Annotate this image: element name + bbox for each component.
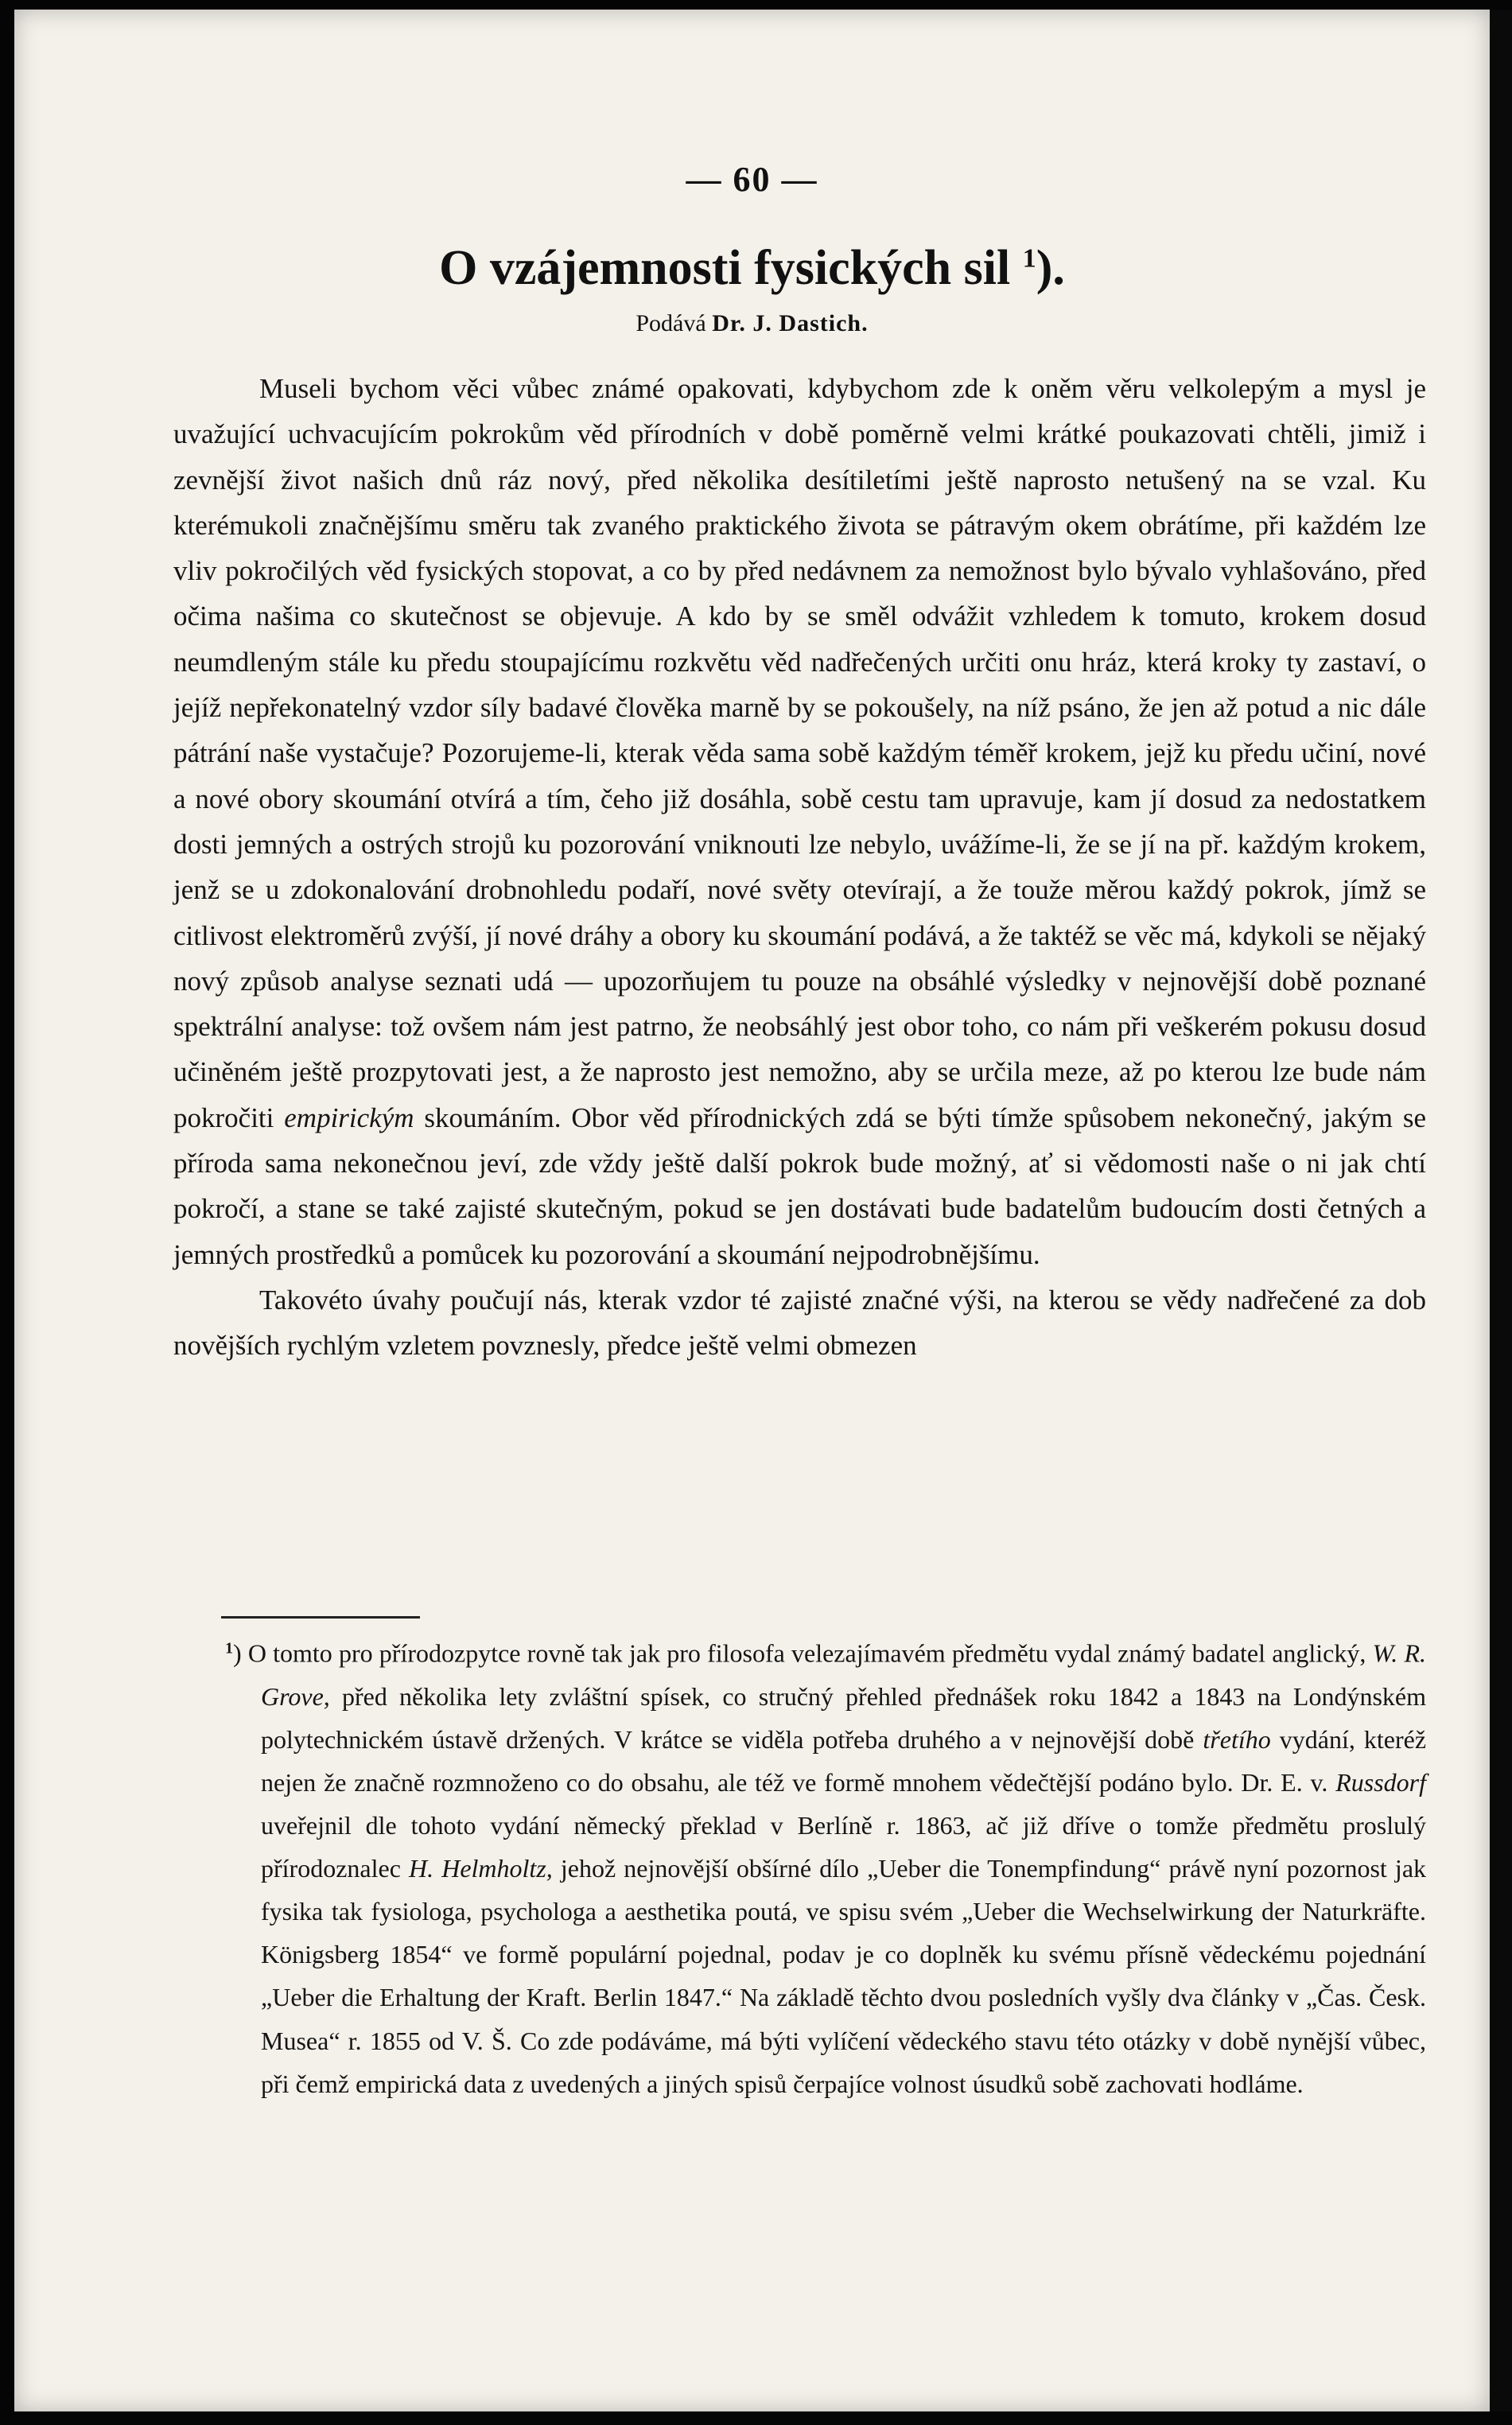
author-prefix: Podává <box>636 310 706 336</box>
footnote-part-1: ) O tomto pro přírodozpytce rovně tak jak pro filosofa velezajímavém předmětu vydal známý badatel anglický, <box>233 1638 1366 1668</box>
author-line <box>14 310 1490 337</box>
scan-edge <box>1490 10 1512 2411</box>
paragraph-1-emphasis: empirickým <box>284 1102 414 1133</box>
footnote-part-3: vydání, kteréž nejen že značně rozmnoženo co do obsahu, ale též ve formě mnohem vědečtější podáno bylo. Dr. E. v. <box>261 1724 1427 1797</box>
title-footnote-mark: 1 <box>1022 243 1036 274</box>
paragraph-1-part-a: Museli bychom věci vůbec známé opakovati, kdybychom zde k oněm věru velkolepým a mysl je uvažující uchvacujícím pokrokům věd přírodních v době poměrně velmi krátké poukazovati chtěli, jimiž i zevnější život našich dnů ráz nový, před několika desítiletími ještě naprosto netušený na se vzal. Ku kterémukoli značnějšímu směru tak zvaného praktického života se pátravým okem obrátíme, při každém lze vliv pokročilých věd fysických stopovat, a co by před nedávnem za nemožnost bylo bývalo vyhlašováno, před očima našima co skutečnost se objevuje. A kdo by se směl odvážit vzhledem k tomuto, krokem dosud neumdleným stále ku předu stoupajícímu rozkvětu věd nadřečených určiti onu hráz, která kroky ty zastaví, o jejíž nepřekonatelný vzdor síly badavé člověka marně by se pokoušely, na níž psáno, že jen až potud a nic dále pátrání naše vystačuje? Pozorujeme-li, kterak věda sama sobě každým téměř krokem, jejž ku předu učiní, nové a nové obory skoumání otvírá a tím, čeho již dosáhla, sobě cestu tam upravuje, kam jí dosud za nedostatkem dosti jemných a ostrých strojů ku pozorování vniknouti lze nebylo, uvážíme-li, že se jí na př. každým krokem, jenž se u zdokonalování drobnohledu podaří, nové světy otevírají, a že touže měrou každý pokrok, jímž se citlivost elektroměrů zvýší, jí nové dráhy a obory ku skoumání podává, a že taktéž se věc má, kdykoli se nějaký nový způsob analyse seznati udá — upozorňujem tu pouze na obsáhlé výsledky v nejnovější době poznané spektrální analyse: tož ovšem nám jest patrno, že neobsáhlý jest obor toho, co nám při veškerém pokusu dosud učiněném ještě prozpytovati jest, a že naprosto jest nemožno, aby se určila meze, až po kterou lze bude nám pokročiti <box>173 373 1426 1133</box>
paragraph-2: Takovéto úvahy poučují nás, kterak vzdor té zajisté značné výši, na kterou se vědy nadřečené za dob novějších rychlým vzletem povznesly, předce ještě velmi obmezen <box>173 1284 1426 1362</box>
footnote-part-4: uveřejnil dle tohoto vydání německý překlad v Berlíně r. 1863, ač již dříve o tomže předmětu proslulý přírodoznalec <box>261 1811 1426 1883</box>
footnote-russdorf: Russdorf <box>1335 1767 1427 1797</box>
footnote-grove: W. R. Grove, <box>261 1638 1427 1711</box>
footnote-part-2: před několika lety zvláštní spísek, co stručný přehled přednášek roku 1842 a 1843 na Londýnském polytechnickém ústavě držených. V krátce se viděla potřeba druhého a v nejnovější době <box>261 1681 1427 1754</box>
footnote-text <box>173 1626 1426 2105</box>
book-page <box>14 10 1490 2411</box>
footnote-tretiho: třetího <box>1203 1724 1271 1754</box>
footnote-helmholtz: H. Helmholtz, <box>409 1854 553 1883</box>
footnote-part-5: jehož nejnovější obšírné dílo „Ueber die Tonempfindung“ právě nyní pozornost jak fysika tak fysiologa, psychologa a aesthetika poutá, ve spisu svém „Ueber die Wechselwirkung der Naturkräfte. Königsberg 1854“ ve formě populární pojednal, podav je co doplněk ku svému přísně vědeckému pojednání „Ueber die Erhaltung der Kraft. Berlin 1847.“ Na základě těchto dvou posledních vyšly dva články v „Čas. Česk. Musea“ r. 1855 od V. Š. Co zde podáváme, má býti vylíčení vědeckého stavu této otázky v době nynější vůbec, při čemž empirická data z uvedených a jiných spisů čerpajíce volnost úsudků sobě zachovati hodláme. <box>261 1854 1427 2098</box>
author-name: Dr. J. Dastich. <box>712 310 869 336</box>
article-body <box>173 366 1426 1369</box>
footnote-rule <box>221 1616 420 1619</box>
footnote <box>173 1626 1426 2105</box>
footnote-mark <box>225 1639 233 1668</box>
article-title <box>14 240 1490 297</box>
paragraph-1-part-b: skoumáním. Obor věd přírodnických zdá se býti tímže spůsobem nekonečný, jakým se příroda sama nekonečnou jeví, zde vždy ještě další pokrok bude možný, ať si vědomosti naše o ni jak chtí pokročí, a stane se také zajisté skutečným, pokud se jen dostávati bude badatelům budoucím dosti četných a jemných prostředků a pomůcek ku pozorování a skoumání nejpodrobnějšímu. <box>173 1102 1426 1270</box>
footnote-mark-number: 1 <box>225 1639 233 1657</box>
page-number: — 60 — <box>686 160 818 199</box>
paragraph-1 <box>173 366 1426 1277</box>
article-title-text: O vzájemnosti fysických sil <box>439 241 1011 295</box>
title-end: ). <box>1036 241 1065 295</box>
